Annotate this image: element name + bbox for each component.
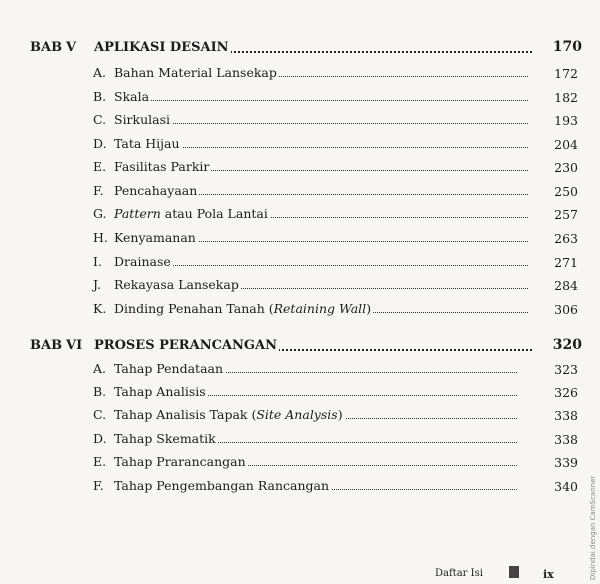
section-letter: E.: [93, 159, 107, 174]
section-letter: J.: [93, 277, 102, 292]
section-row: [0, 108, 600, 130]
section-title: [114, 65, 279, 80]
section-page: 263: [554, 231, 578, 246]
chapter-number: V: [66, 40, 77, 55]
section-page: 230: [554, 160, 578, 175]
section-row: [0, 85, 600, 107]
section-title-text: Tahap Pendataan: [114, 361, 224, 376]
chapter-page: 320: [552, 337, 582, 353]
section-title-text: Tahap Analisis: [114, 384, 206, 399]
section-page: 339: [554, 455, 578, 470]
footer-label: Daftar Isi: [435, 568, 483, 579]
section-title: [114, 301, 373, 316]
section-page: 284: [554, 278, 578, 293]
section-title: [114, 454, 248, 469]
section-page: 182: [554, 90, 578, 105]
section-row: [0, 273, 600, 295]
section-title-text: Dinding Penahan Tanah (: [114, 301, 274, 316]
section-title: [114, 361, 225, 376]
section-title: [114, 136, 182, 151]
section-row: [0, 226, 600, 248]
section-letter: C.: [93, 407, 107, 422]
section-page: 306: [554, 302, 578, 317]
section-row: [0, 132, 600, 154]
section-title-text: Bahan Material Lansekap: [114, 65, 277, 80]
section-page: 340: [554, 479, 578, 494]
section-row: [0, 403, 600, 425]
section-page: 172: [554, 66, 578, 81]
section-letter: B.: [93, 89, 107, 104]
footer-page-number: ix: [543, 568, 554, 581]
section-row: [0, 297, 600, 319]
section-page: 323: [554, 362, 578, 377]
chapter-label: BAB: [30, 40, 63, 55]
section-page: 338: [554, 432, 578, 447]
section-letter: C.: [93, 112, 107, 127]
chapter-row: [0, 37, 600, 59]
section-row: [0, 250, 600, 272]
section-page: 250: [554, 184, 578, 199]
section-letter: B.: [93, 384, 107, 399]
section-title-italic: Pattern: [114, 206, 161, 221]
section-title: [114, 384, 208, 399]
section-title: [114, 112, 172, 127]
section-title-text: Tahap Prarancangan: [114, 454, 246, 469]
chapter-title: PROSES PERANCANGAN: [94, 338, 277, 353]
section-row: [0, 61, 600, 83]
section-row: [0, 380, 600, 402]
section-title-text: Tahap Skematik: [114, 431, 216, 446]
section-title-text: Tata Hijau: [114, 136, 180, 151]
section-title: [114, 183, 199, 198]
dot-leader: [114, 100, 528, 101]
section-letter: F.: [93, 183, 104, 198]
section-row: [0, 427, 600, 449]
section-row: [0, 450, 600, 472]
section-title-close: ): [337, 407, 343, 422]
section-title: [114, 277, 241, 292]
section-title-text: Skala: [114, 89, 150, 104]
section-letter: A.: [93, 65, 107, 80]
section-title-text: Drainase: [114, 254, 171, 269]
section-letter: I.: [93, 254, 102, 269]
dot-leader: [114, 265, 528, 266]
section-page: 193: [554, 113, 578, 128]
section-page: 257: [554, 207, 578, 222]
section-letter: D.: [93, 136, 107, 151]
section-title-text: Kenyamanan: [114, 230, 196, 245]
section-title-italic: Retaining Wall: [273, 301, 367, 316]
section-title: [114, 431, 218, 446]
section-letter: E.: [93, 454, 107, 469]
section-letter: K.: [93, 301, 107, 316]
section-title: [114, 230, 198, 245]
section-row: [0, 357, 600, 379]
section-title-rest: atau Pola Lantai: [160, 206, 268, 221]
section-title-text: Sirkulasi: [114, 112, 171, 127]
section-title-italic: Site Analysis: [256, 407, 338, 422]
section-title-text: Rekayasa Lansekap: [114, 277, 239, 292]
section-letter: D.: [93, 431, 107, 446]
scanner-watermark: Dipindai dengan CamScanner: [589, 475, 597, 580]
section-letter: H.: [93, 230, 108, 245]
chapter-page: 170: [552, 39, 582, 55]
section-title-text: Tahap Analisis Tapak (: [114, 407, 257, 422]
chapter-title: APLIKASI DESAIN: [94, 40, 229, 55]
section-page: 338: [554, 408, 578, 423]
chapter-number: VI: [66, 338, 83, 353]
chapter-row: [0, 335, 600, 357]
section-letter: G.: [93, 206, 107, 221]
section-title: [114, 254, 173, 269]
dot-leader: [114, 123, 528, 124]
section-title-text: Pencahayaan: [114, 183, 198, 198]
section-page: 326: [554, 385, 578, 400]
section-title-close: ): [366, 301, 372, 316]
section-title: [114, 407, 345, 422]
section-letter: A.: [93, 361, 107, 376]
section-row: [0, 474, 600, 496]
section-title: [114, 159, 211, 174]
footer-marker: [509, 566, 519, 578]
section-row: [0, 179, 600, 201]
section-title-text: Fasilitas Parkir: [114, 159, 210, 174]
section-title: [114, 89, 151, 104]
section-page: 271: [554, 255, 578, 270]
section-letter: F.: [93, 478, 104, 493]
section-row: [0, 202, 600, 224]
section-title: [114, 206, 270, 221]
section-title: [114, 478, 331, 493]
section-row: [0, 155, 600, 177]
section-page: 204: [554, 137, 578, 152]
section-title-text: Tahap Pengembangan Rancangan: [114, 478, 330, 493]
chapter-label: BAB: [30, 338, 63, 353]
